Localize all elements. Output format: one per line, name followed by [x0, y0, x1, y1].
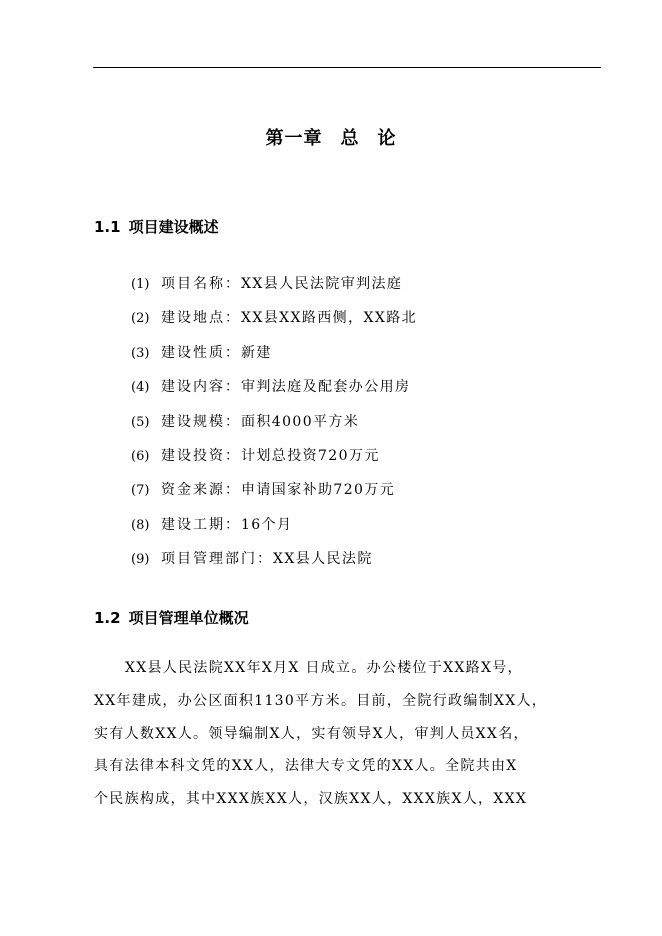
paragraph-line: 个民族构成，其中XXX族XX人，汉族XX人，XXX族X人，XXX — [94, 791, 528, 808]
item-label: 建设内容： — [161, 379, 241, 396]
item-value: 审判法庭及配套办公用房 — [241, 379, 411, 396]
section-number: 1.2 — [94, 609, 121, 627]
paragraph-line: 实有人数XX人。领导编制X人，实有领导X人，审判人员XX名， — [94, 725, 529, 742]
item-index: (4) — [131, 380, 150, 396]
chapter-number: 第一章 — [265, 128, 323, 149]
item-index: (3) — [131, 345, 150, 361]
item-value: XX县人民法院审判法庭 — [241, 276, 403, 292]
item-value: 新建 — [241, 344, 272, 361]
section-title: 项目建设概述 — [128, 218, 219, 236]
item-value: 申请国家补助720万元 — [241, 482, 396, 499]
chapter-title-word2: 论 — [377, 128, 397, 149]
item-index: (5) — [131, 414, 150, 430]
item-index: (2) — [131, 311, 150, 327]
header-rule — [93, 67, 601, 68]
paragraph-line: XX年建成，办公区面积1130平方米。目前，全院行政编制XX人， — [94, 692, 548, 709]
list-item — [131, 410, 417, 444]
item-label: 建设工期： — [161, 516, 241, 533]
item-value: 面积4000平方米 — [241, 413, 360, 430]
item-value: 计划总投资720万元 — [241, 447, 380, 464]
project-overview-list — [131, 272, 417, 582]
section-heading-1-2 — [94, 607, 249, 628]
list-item — [131, 478, 417, 512]
chapter-title — [0, 124, 662, 150]
item-label: 资金来源： — [161, 482, 241, 499]
section-number: 1.1 — [94, 218, 121, 236]
item-index: (6) — [131, 448, 150, 464]
item-label: 建设规模： — [161, 413, 241, 430]
paragraph-line: XX县人民法院XX年X月X 日成立。办公楼位于XX路X号， — [125, 660, 523, 676]
item-label: 项目管理部门： — [161, 551, 273, 568]
item-label: 建设性质： — [161, 344, 241, 361]
item-index: (1) — [131, 277, 150, 292]
list-item — [131, 375, 417, 409]
item-value: XX县人民法院 — [273, 551, 373, 568]
section-title: 项目管理单位概况 — [128, 609, 249, 627]
list-item — [131, 444, 417, 478]
chapter-title-word1: 总 — [340, 128, 360, 149]
item-index: (8) — [131, 517, 150, 533]
item-label: 建设地点： — [161, 310, 241, 327]
item-label: 项目名称： — [161, 276, 241, 292]
item-index: (9) — [131, 552, 150, 568]
item-label: 建设投资： — [161, 447, 241, 464]
list-item — [131, 513, 417, 547]
list-item — [131, 547, 417, 581]
paragraph-line: 具有法律本科文凭的XX人，法律大专文凭的XX人。全院共由X — [94, 758, 518, 775]
list-item — [131, 306, 417, 340]
item-value: XX县XX路西侧，XX路北 — [241, 310, 418, 327]
item-index: (7) — [131, 483, 150, 499]
list-item — [131, 341, 417, 375]
section-heading-1-1 — [94, 216, 219, 237]
item-value: 16个月 — [241, 516, 293, 533]
list-item — [131, 272, 417, 306]
management-unit-paragraph — [94, 654, 606, 818]
